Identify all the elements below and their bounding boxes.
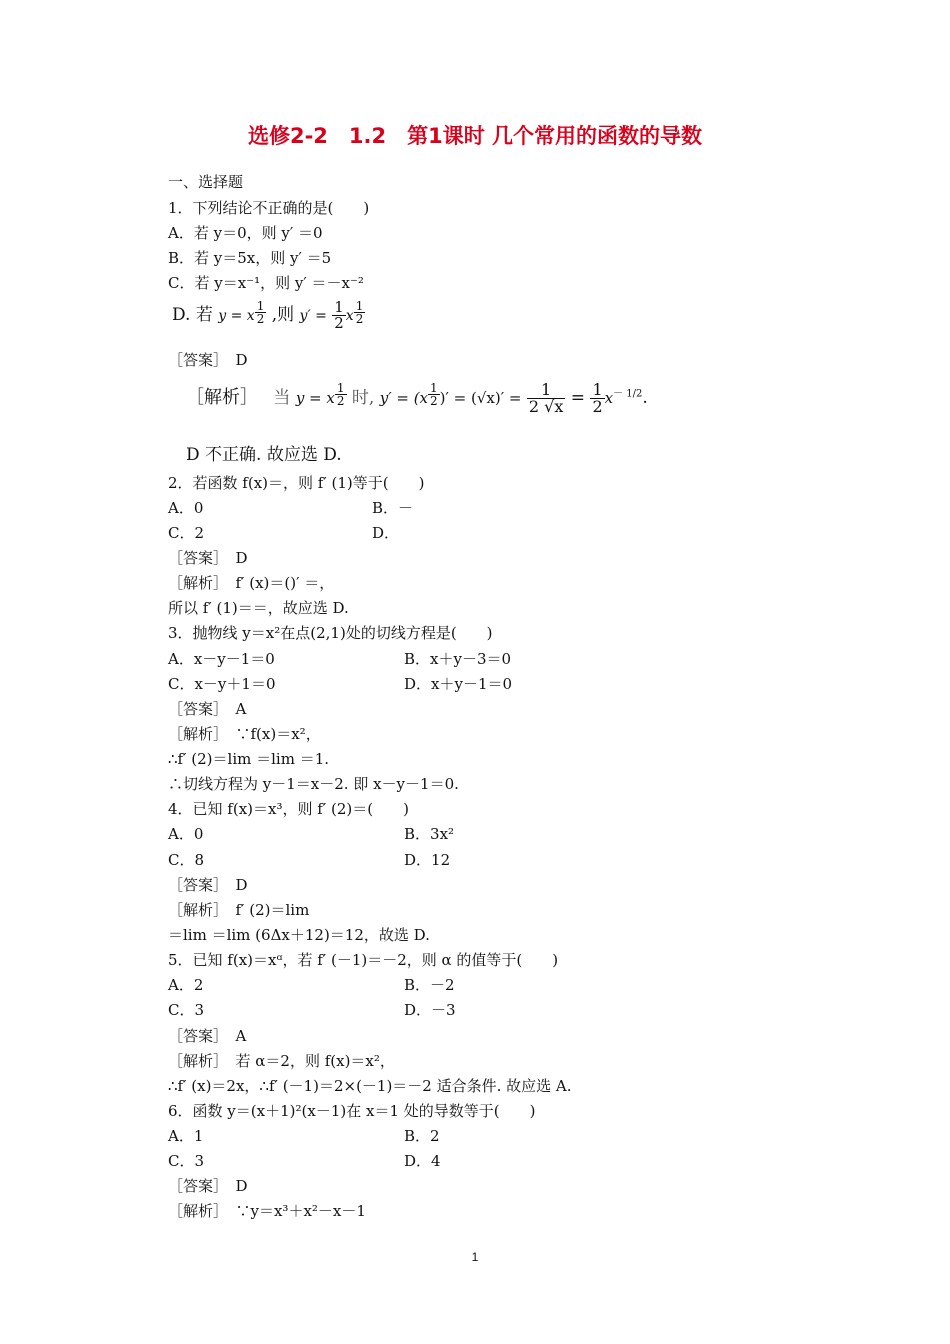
q1-expl-when: 当 bbox=[273, 388, 291, 408]
q1-expl-y: y = x bbox=[295, 389, 335, 407]
q1-d-exponent: $\frac{1}{2}$ bbox=[256, 299, 265, 326]
q1-expl-exp2: $\frac{1}{2}$ bbox=[430, 381, 438, 408]
q1-expl-frac1: $\frac{1}{2 √x}$ bbox=[528, 380, 564, 416]
page-number: 1 bbox=[471, 1250, 479, 1264]
q1-expl-shi: 时, bbox=[351, 388, 375, 408]
q3-expl1: ［解析］ ∵f(x)＝x²， bbox=[168, 725, 321, 743]
q5-option-a: A．2 bbox=[168, 976, 204, 994]
q2-option-d: D． bbox=[372, 524, 400, 542]
q4-expl1: ［解析］ f′ (2)＝lim bbox=[168, 901, 310, 919]
q2-option-c: C．2 bbox=[168, 524, 205, 542]
q6-stem: 6．函数 y＝(x＋1)²(x－1)在 x＝1 处的导数等于( ) bbox=[168, 1102, 536, 1120]
q6-option-a: A．1 bbox=[168, 1127, 204, 1145]
q1-option-a: A．若 y＝0，则 y′ ＝0 bbox=[168, 224, 323, 242]
q2-expl1: ［解析］ f′ (x)＝()′ ＝， bbox=[168, 574, 335, 592]
q1-expl-exp1: $\frac{1}{2}$ bbox=[336, 381, 345, 408]
q6-option-b: B．2 bbox=[404, 1127, 440, 1145]
q1-expl-tail-x: x bbox=[604, 389, 614, 407]
q3-option-b: B．x＋y－3＝0 bbox=[404, 650, 512, 668]
q1-d-then: ,则 bbox=[271, 305, 295, 325]
q1-option-d bbox=[172, 300, 365, 331]
q4-option-c: C．8 bbox=[168, 851, 205, 869]
q1-expl-exp3: － 1/2 bbox=[613, 388, 643, 400]
q1-answer: ［答案］ D bbox=[168, 351, 248, 369]
q5-stem: 5．已知 f(x)＝xᵅ，若 f′ (－1)＝－2，则 α 的值等于( ) bbox=[168, 951, 559, 969]
q2-option-a: A．0 bbox=[168, 499, 204, 517]
q1-d-coefficient: $\frac{1}{2}$ bbox=[334, 298, 344, 332]
section-heading: 一、选择题 bbox=[168, 173, 244, 191]
q4-expl2: ＝lim ＝lim (6Δx＋12)＝12，故选 D. bbox=[168, 926, 430, 944]
q5-option-d: D．－3 bbox=[404, 1001, 456, 1019]
q1-d-y: y = x bbox=[218, 308, 255, 324]
q1-option-b: B．若 y＝5x，则 y′ ＝5 bbox=[168, 249, 332, 267]
q1-expl-line2: D 不正确. 故应选 D. bbox=[186, 445, 342, 465]
q5-option-b: B．－2 bbox=[404, 976, 455, 994]
q6-option-d: D．4 bbox=[404, 1152, 441, 1170]
q1-expl-yp: y′ = (x bbox=[379, 389, 429, 407]
q5-option-c: C．3 bbox=[168, 1001, 205, 1019]
q4-stem: 4．已知 f(x)＝x³，则 f′ (2)＝( ) bbox=[168, 800, 409, 818]
q3-stem: 3．抛物线 y＝x²在点(2,1)处的切线方程是( ) bbox=[168, 624, 493, 642]
q5-expl1: ［解析］ 若 α＝2，则 f(x)＝x²， bbox=[168, 1052, 395, 1070]
q1-d-exponent2: $\frac{1}{2}$ bbox=[355, 299, 364, 326]
q4-option-a: A．0 bbox=[168, 825, 204, 843]
q2-stem: 2．若函数 f(x)＝，则 f′ (1)等于( ) bbox=[168, 474, 425, 492]
q3-option-c: C．x－y＋1＝0 bbox=[168, 675, 276, 693]
q6-option-c: C．3 bbox=[168, 1152, 205, 1170]
q3-option-d: D．x＋y－1＝0 bbox=[404, 675, 513, 693]
q2-option-b: B．－ bbox=[372, 499, 414, 517]
q4-option-d: D．12 bbox=[404, 851, 451, 869]
q5-answer: ［答案］ A bbox=[168, 1027, 247, 1045]
q6-expl1: ［解析］ ∵y＝x³＋x²－x－1 bbox=[168, 1202, 366, 1220]
q1-expl-frac2: $\frac{1}{2}$ bbox=[592, 380, 603, 416]
q2-answer: ［答案］ D bbox=[168, 549, 248, 567]
q1-expl-label: ［解析］ bbox=[186, 387, 258, 408]
q5-expl2: ∴f′ (x)＝2x，∴f′ (－1)＝2×(－1)＝－2 适合条件. 故应选 A. bbox=[168, 1077, 572, 1095]
q1-d-x: x bbox=[345, 308, 354, 324]
q2-expl2: 所以 f′ (1)＝＝，故应选 D. bbox=[168, 599, 349, 617]
q3-expl2: ∴f′ (2)＝lim ＝lim ＝1. bbox=[168, 750, 330, 768]
q3-expl3: ∴切线方程为 y－1＝x－2. 即 x－y－1＝0. bbox=[168, 775, 459, 793]
q3-option-a: A．x－y－1＝0 bbox=[168, 650, 275, 668]
q1-expl-paren: )′ = (√x)′ = bbox=[439, 389, 522, 407]
q1-d-prefix: D. 若 bbox=[172, 305, 213, 325]
page-title: 选修2-2 1.2 第1课时 几个常用的函数的导数 bbox=[247, 124, 703, 148]
q1-option-c: C．若 y＝x⁻¹，则 y′ ＝－x⁻² bbox=[168, 274, 364, 292]
q1-explanation bbox=[186, 382, 648, 415]
q3-answer: ［答案］ A bbox=[168, 700, 247, 718]
q1-stem: 1．下列结论不正确的是( ) bbox=[168, 199, 370, 217]
q4-option-b: B．3x² bbox=[404, 825, 455, 843]
q1-expl-dot: . bbox=[642, 388, 648, 408]
q1-expl-eq: = bbox=[570, 388, 586, 408]
q1-d-yprime: y′ = bbox=[299, 308, 327, 324]
q6-answer: ［答案］ D bbox=[168, 1177, 248, 1195]
q4-answer: ［答案］ D bbox=[168, 876, 248, 894]
